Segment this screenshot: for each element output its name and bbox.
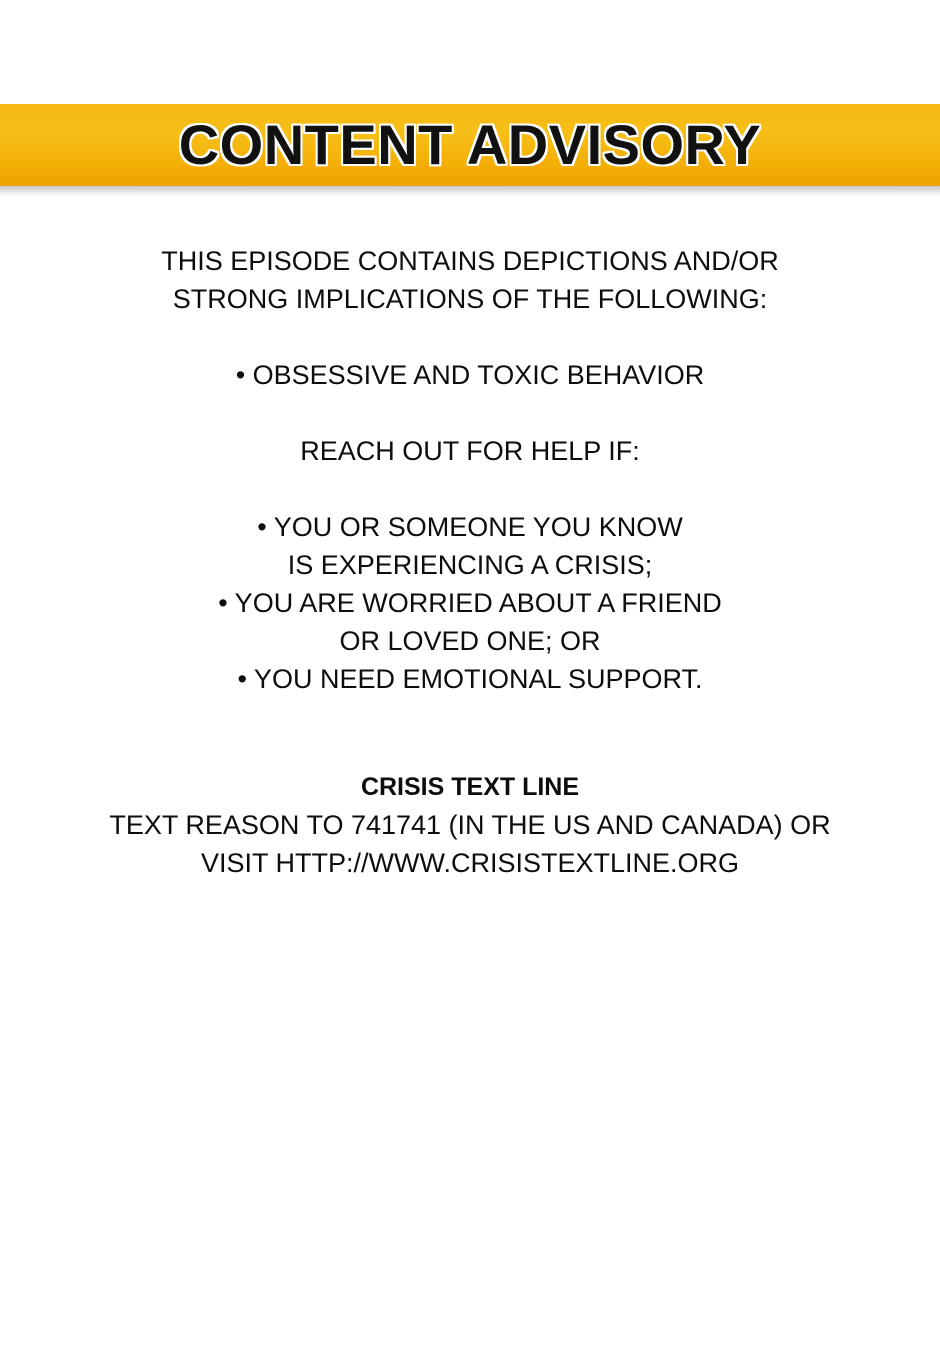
content-item: • OBSESSIVE AND TOXIC BEHAVIOR [235,360,705,390]
resource-name: CRISIS TEXT LINE [360,773,580,801]
spacer [0,318,940,356]
resource-line: TEXT REASON TO 741741 (IN THE US AND CANADA) OR [109,810,831,840]
top-margin [0,0,940,104]
advisory-banner [0,104,940,186]
intro-line: THIS EPISODE CONTAINS DEPICTIONS AND/OR [161,246,779,276]
reach-out-item: IS EXPERIENCING A CRISIS; [287,550,653,580]
reach-out-heading: REACH OUT FOR HELP IF: [300,436,640,466]
reach-out-item: OR LOVED ONE; OR [339,626,601,656]
spacer [0,470,940,508]
banner-title: CONTENT ADVISORY [178,113,762,176]
banner-drop-shadow [0,186,940,196]
resource-line: VISIT HTTP://WWW.CRISISTEXTLINE.ORG [200,848,740,878]
advisory-body [0,196,940,882]
spacer [0,394,940,432]
reach-out-item: • YOU OR SOMEONE YOU KNOW [257,512,683,542]
intro-line: STRONG IMPLICATIONS OF THE FOLLOWING: [172,284,768,314]
spacer [0,698,940,768]
reach-out-item: • YOU ARE WORRIED ABOUT A FRIEND [218,588,722,618]
reach-out-item: • YOU NEED EMOTIONAL SUPPORT. [237,664,703,694]
